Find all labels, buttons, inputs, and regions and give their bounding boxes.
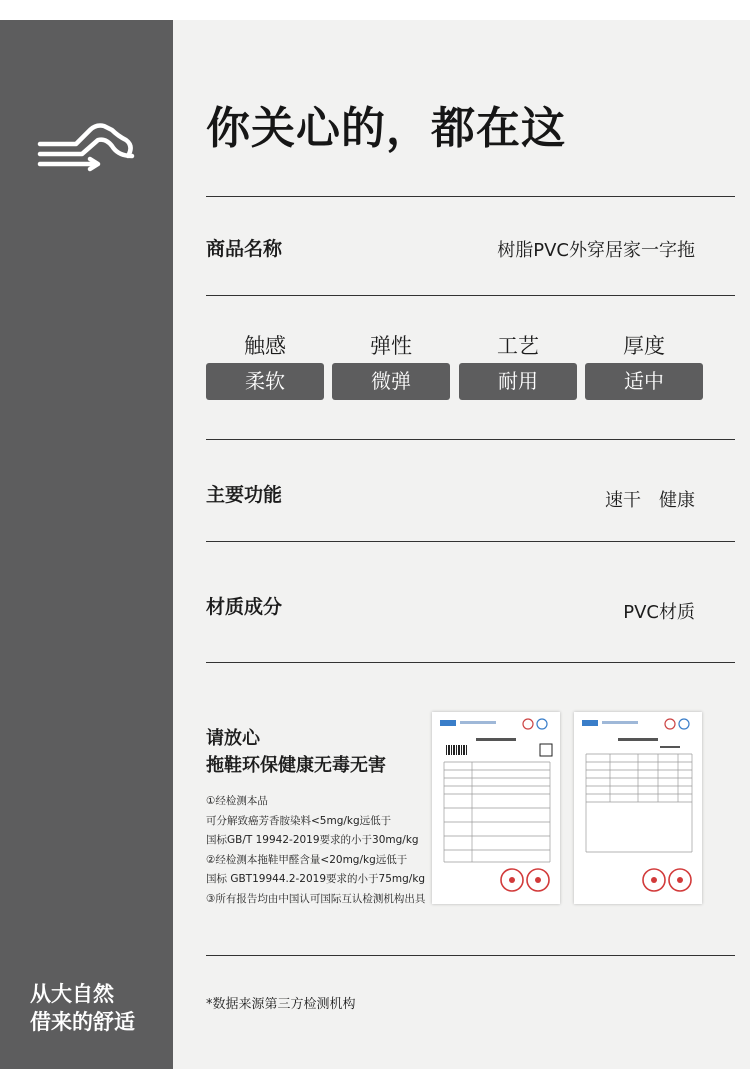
safety-title <box>206 725 386 779</box>
slogan-line-1: 从大自然 <box>30 982 114 1006</box>
test-notes <box>206 792 425 909</box>
divider <box>206 955 735 956</box>
attr-craft-label: 工艺 <box>497 334 539 358</box>
divider <box>206 196 735 197</box>
test-report-image-2 <box>574 712 702 904</box>
divider <box>206 295 735 296</box>
brand-slogan <box>30 980 135 1036</box>
divider <box>206 662 735 663</box>
function-value: 速干 健康 <box>605 490 695 511</box>
data-source-footnote: *数据来源第三方检测机构 <box>206 997 356 1012</box>
note-line: ③所有报告均由中国认可国际互认检测机构出具 <box>206 892 426 905</box>
material-value: PVC材质 <box>623 602 695 623</box>
note-line: 国标 GBT19944.2-2019要求的小于75mg/kg <box>206 873 426 885</box>
attr-elasticity-chip: 微弹 <box>332 363 450 400</box>
attr-elasticity-label: 弹性 <box>370 334 412 358</box>
note-line: ①经检测本品 <box>206 795 268 807</box>
note-line: 国标GB/T 19942-2019要求的小于30mg/kg <box>206 834 419 846</box>
attr-craft-chip: 耐用 <box>459 363 577 400</box>
product-name-value: 树脂PVC外穿居家一字拖 <box>497 240 695 261</box>
slipper-wave-logo-icon <box>36 116 138 172</box>
page-title: 你关心的，都在这 <box>206 103 566 154</box>
divider <box>206 541 735 542</box>
slogan-line-2: 借来的舒适 <box>30 1010 135 1034</box>
material-label: 材质成分 <box>206 596 283 618</box>
sidebar <box>0 20 173 1069</box>
main-content <box>173 20 750 1069</box>
top-strip <box>0 0 750 20</box>
product-name-label: 商品名称 <box>206 238 283 260</box>
safety-title-line-2: 拖鞋环保健康无毒无害 <box>206 755 386 776</box>
attr-touch-label: 触感 <box>244 334 286 358</box>
attr-thickness-chip: 适中 <box>585 363 703 400</box>
note-line: ②经检测本拖鞋甲醛含量<20mg/kg远低于 <box>206 853 408 866</box>
function-label: 主要功能 <box>206 484 283 506</box>
attr-touch-chip: 柔软 <box>206 363 324 400</box>
safety-title-line-1: 请放心 <box>206 728 260 749</box>
note-line: 可分解致癌芳香胺染料<5mg/kg远低于 <box>206 814 392 827</box>
test-report-image-1 <box>432 712 560 904</box>
divider <box>206 439 735 440</box>
attr-thickness-label: 厚度 <box>623 334 665 358</box>
